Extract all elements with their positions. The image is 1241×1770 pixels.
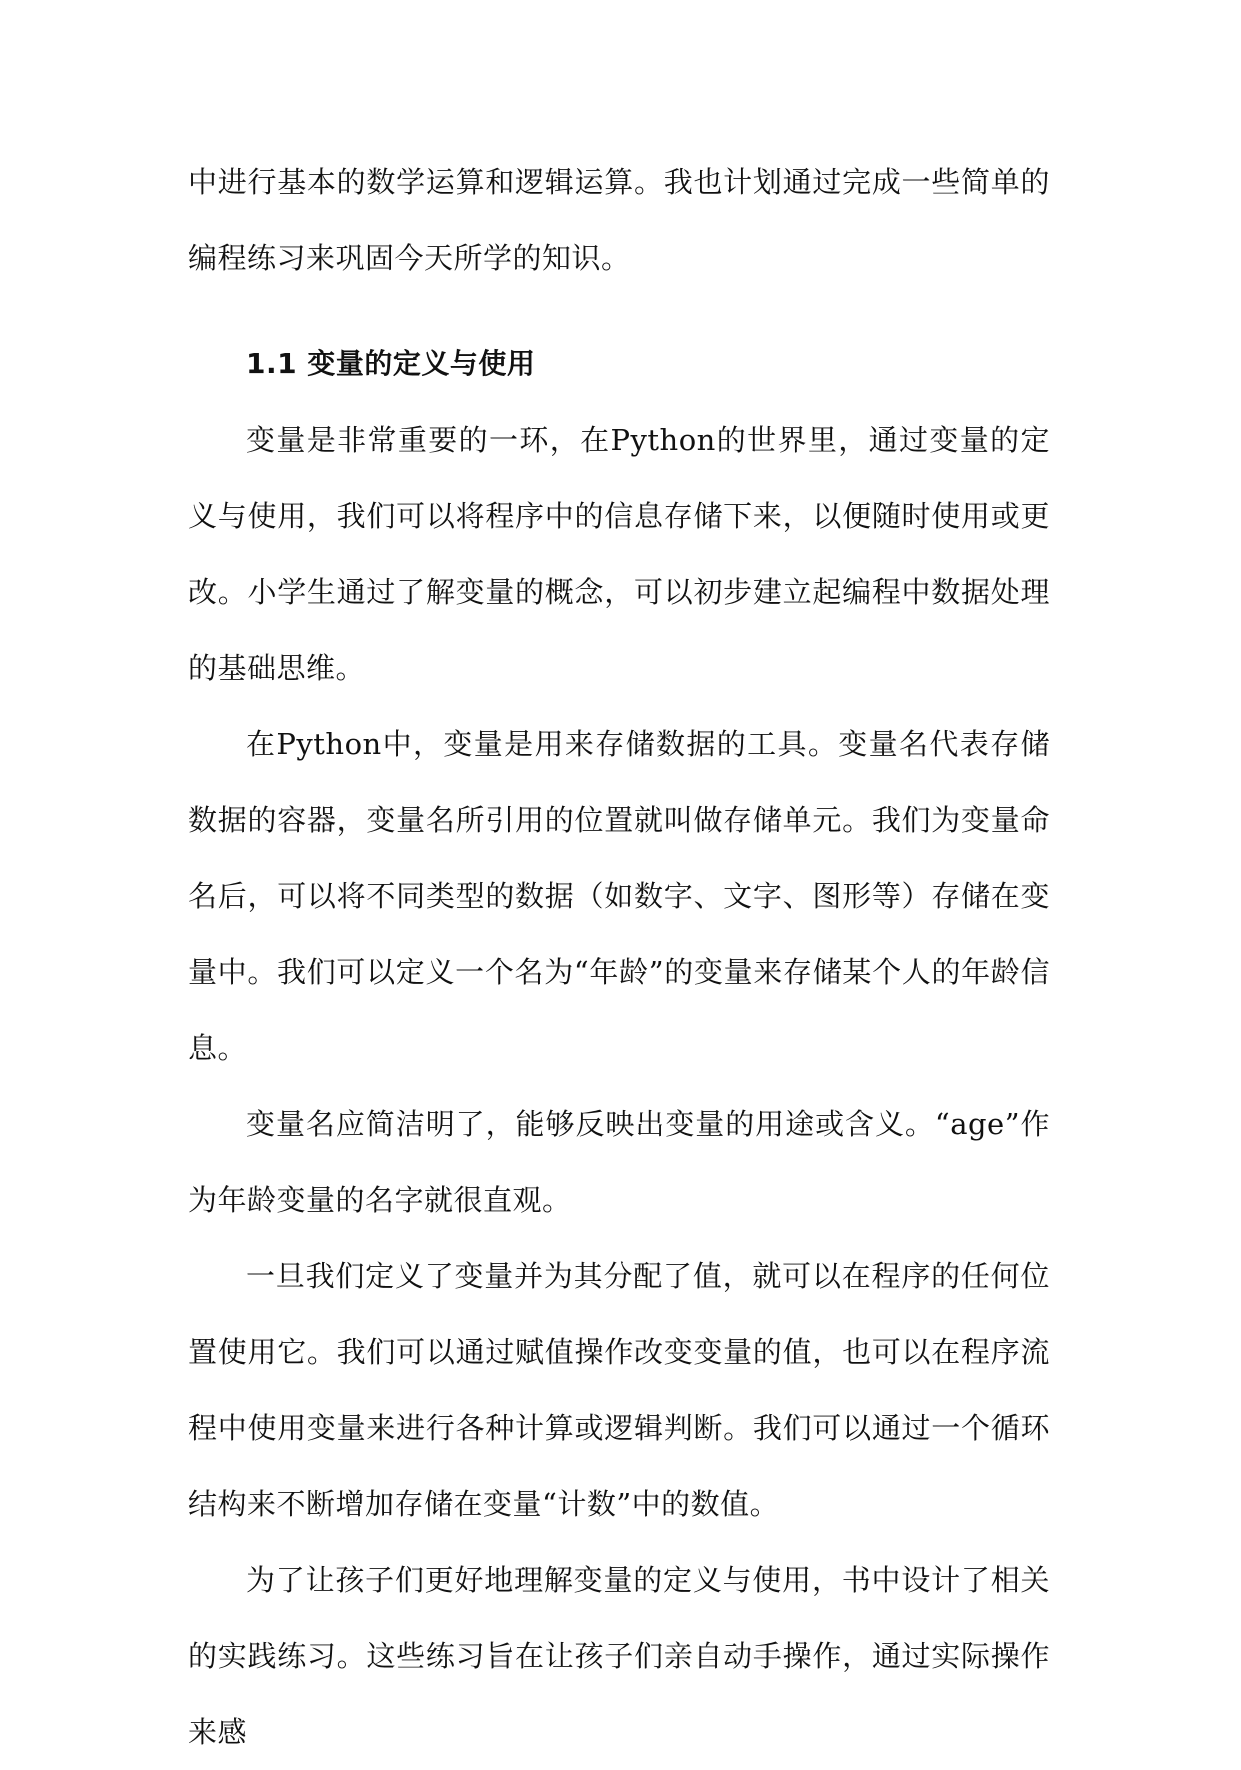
paragraph: 在Python中，变量是用来存储数据的工具。变量名代表存储数据的容器，变量名所引用的位置就叫做存储单元。我们为变量命名后，可以将不同类型的数据（如数字、文字、图形等）存储在变量中。我们可以定义一个名为“年龄”的变量来存储某个人的年龄信息。 xyxy=(188,727,1050,1065)
paragraph: 变量名应简洁明了，能够反映出变量的用途或含义。“age”作为年龄变量的名字就很直观。 xyxy=(188,1107,1050,1217)
paragraph-continued: 中进行基本的数学运算和逻辑运算。我也计划通过完成一些简单的编程练习来巩固今天所学的知识。 xyxy=(188,165,1050,275)
paragraph: 为了让孩子们更好地理解变量的定义与使用，书中设计了相关的实践练习。这些练习旨在让孩子们亲自动手操作，通过实际操作来感 xyxy=(188,1563,1050,1749)
document-body xyxy=(188,144,1050,1770)
section-heading: 1.1 变量的定义与使用 xyxy=(246,347,536,380)
paragraph: 变量是非常重要的一环，在Python的世界里，通过变量的定义与使用，我们可以将程序中的信息存储下来，以便随时使用或更改。小学生通过了解变量的概念，可以初步建立起编程中数据处理的基础思维。 xyxy=(188,423,1050,685)
paragraph: 一旦我们定义了变量并为其分配了值，就可以在程序的任何位置使用它。我们可以通过赋值操作改变变量的值，也可以在程序流程中使用变量来进行各种计算或逻辑判断。我们可以通过一个循环结构来不断增加存储在变量“计数”中的数值。 xyxy=(188,1259,1050,1521)
